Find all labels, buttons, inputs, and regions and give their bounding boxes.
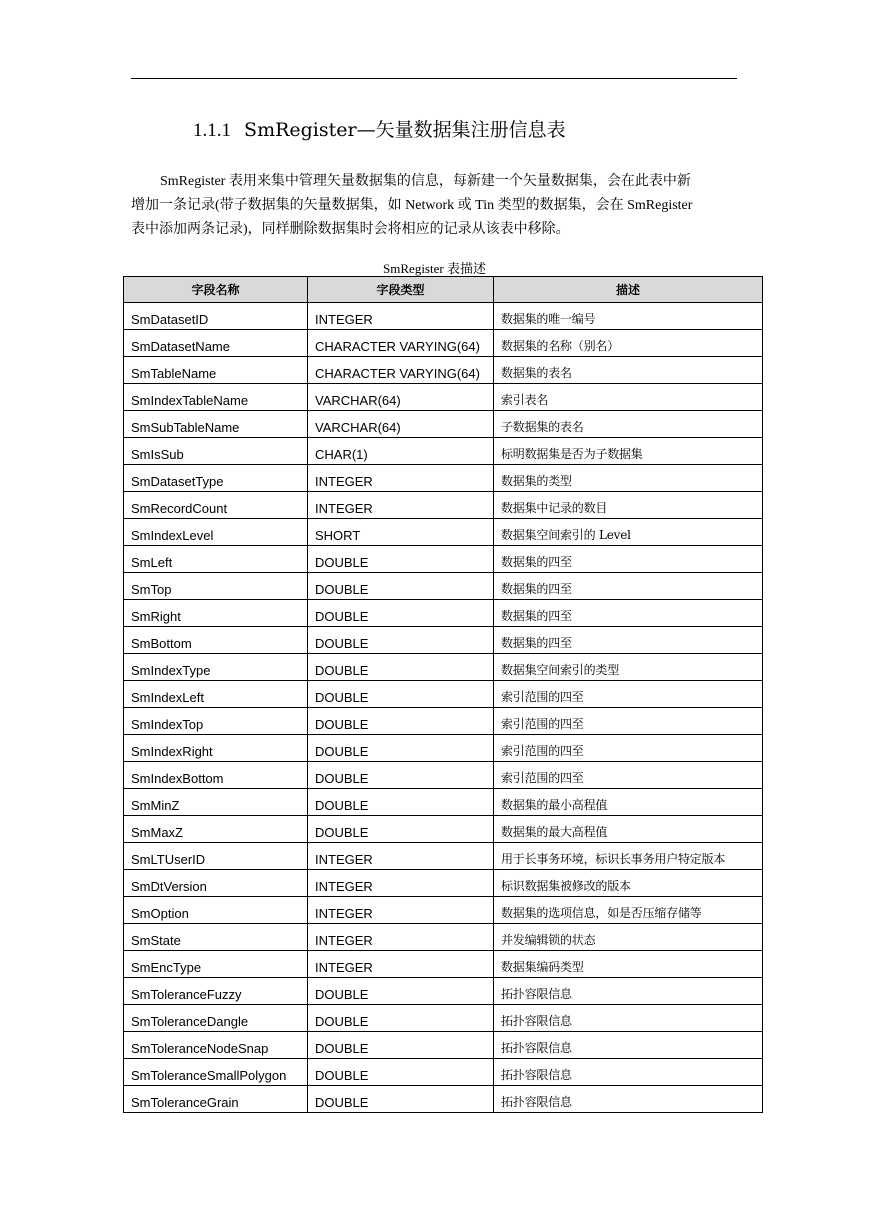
- table-row: [124, 789, 763, 816]
- field-name-cell: SmOption: [124, 897, 308, 924]
- field-name-cell: SmToleranceGrain: [124, 1086, 308, 1113]
- field-type-cell: INTEGER: [308, 303, 494, 330]
- paragraph-line: SmRegister 表用来集中管理矢量数据集的信息，每新建一个矢量数据集，会在此表中新: [160, 174, 691, 189]
- field-name-cell: SmBottom: [124, 627, 308, 654]
- table-row: [124, 546, 763, 573]
- description-cell: 拓扑容限信息: [494, 1032, 763, 1059]
- table-row: [124, 1032, 763, 1059]
- header-rule: [131, 78, 737, 79]
- field-type-cell: INTEGER: [308, 843, 494, 870]
- field-table: [123, 276, 763, 1113]
- field-name-cell: SmTop: [124, 573, 308, 600]
- description-cell: 数据集的四至: [494, 573, 763, 600]
- description-cell: 索引表名: [494, 384, 763, 411]
- description-cell: 拓扑容限信息: [494, 1059, 763, 1086]
- field-type-cell: VARCHAR(64): [308, 384, 494, 411]
- field-type-cell: DOUBLE: [308, 600, 494, 627]
- field-type-cell: DOUBLE: [308, 573, 494, 600]
- field-type-cell: DOUBLE: [308, 681, 494, 708]
- field-name-cell: SmLeft: [124, 546, 308, 573]
- field-name-cell: SmIndexBottom: [124, 762, 308, 789]
- field-name-cell: SmIsSub: [124, 438, 308, 465]
- description-cell: 拓扑容限信息: [494, 1086, 763, 1113]
- field-name-cell: SmRight: [124, 600, 308, 627]
- table-row: [124, 627, 763, 654]
- intro-paragraph: [131, 170, 737, 242]
- field-name-cell: SmIndexRight: [124, 735, 308, 762]
- table-row: [124, 681, 763, 708]
- field-type-cell: CHARACTER VARYING(64): [308, 357, 494, 384]
- description-cell: 索引范围的四至: [494, 681, 763, 708]
- field-type-cell: DOUBLE: [308, 627, 494, 654]
- description-cell: 数据集的最大高程值: [494, 816, 763, 843]
- table-row: [124, 978, 763, 1005]
- field-type-cell: DOUBLE: [308, 978, 494, 1005]
- paragraph-line: 增加一条记录(带子数据集的矢量数据集，如 Network 或 Tin 类型的数据集，会在 SmRegister: [131, 198, 693, 213]
- field-name-cell: SmIndexType: [124, 654, 308, 681]
- table-row: [124, 492, 763, 519]
- field-type-cell: DOUBLE: [308, 654, 494, 681]
- field-type-cell: DOUBLE: [308, 1032, 494, 1059]
- field-type-cell: DOUBLE: [308, 1059, 494, 1086]
- field-type-cell: VARCHAR(64): [308, 411, 494, 438]
- description-cell: 数据集的四至: [494, 600, 763, 627]
- table-row: [124, 573, 763, 600]
- section-number: 1.1.1: [193, 120, 231, 141]
- table-row: [124, 1086, 763, 1113]
- description-cell: 数据集的四至: [494, 546, 763, 573]
- field-type-cell: DOUBLE: [308, 735, 494, 762]
- field-name-cell: SmToleranceDangle: [124, 1005, 308, 1032]
- table-row: [124, 654, 763, 681]
- description-cell: 数据集空间索引的类型: [494, 654, 763, 681]
- table-row: [124, 357, 763, 384]
- field-type-cell: INTEGER: [308, 465, 494, 492]
- description-cell: 用于长事务环境，标识长事务用户特定版本: [494, 843, 763, 870]
- description-cell: 子数据集的表名: [494, 411, 763, 438]
- description-cell: 数据集中记录的数目: [494, 492, 763, 519]
- description-cell: 数据集的类型: [494, 465, 763, 492]
- field-type-cell: INTEGER: [308, 870, 494, 897]
- table-row: [124, 924, 763, 951]
- description-cell: 并发编辑锁的状态: [494, 924, 763, 951]
- table-row: [124, 465, 763, 492]
- table-row: [124, 600, 763, 627]
- description-cell: 索引范围的四至: [494, 762, 763, 789]
- description-cell: 数据集的表名: [494, 357, 763, 384]
- field-name-cell: SmDatasetID: [124, 303, 308, 330]
- description-cell: 索引范围的四至: [494, 708, 763, 735]
- table-row: [124, 735, 763, 762]
- description-cell: 数据集编码类型: [494, 951, 763, 978]
- column-header-description: 描述: [494, 277, 763, 303]
- table-row: [124, 870, 763, 897]
- table-header-row: [124, 277, 763, 303]
- description-cell: 数据集的四至: [494, 627, 763, 654]
- section-heading: [193, 115, 566, 142]
- description-cell: 数据集的唯一编号: [494, 303, 763, 330]
- description-cell: 数据集的选项信息，如是否压缩存储等: [494, 897, 763, 924]
- field-name-cell: SmToleranceNodeSnap: [124, 1032, 308, 1059]
- field-type-cell: DOUBLE: [308, 816, 494, 843]
- field-type-cell: DOUBLE: [308, 546, 494, 573]
- table-caption: SmRegister 表描述: [383, 261, 486, 276]
- column-header-field-name: 字段名称: [124, 277, 308, 303]
- description-cell: 数据集的名称（别名）: [494, 330, 763, 357]
- field-type-cell: CHARACTER VARYING(64): [308, 330, 494, 357]
- field-name-cell: SmMaxZ: [124, 816, 308, 843]
- description-cell: 标识数据集被修改的版本: [494, 870, 763, 897]
- field-name-cell: SmTableName: [124, 357, 308, 384]
- table-row: [124, 1059, 763, 1086]
- field-name-cell: SmSubTableName: [124, 411, 308, 438]
- field-name-cell: SmLTUserID: [124, 843, 308, 870]
- field-type-cell: DOUBLE: [308, 789, 494, 816]
- field-type-cell: INTEGER: [308, 897, 494, 924]
- field-type-cell: INTEGER: [308, 924, 494, 951]
- description-cell: 数据集空间索引的 Level: [494, 519, 763, 546]
- table-body: [124, 303, 763, 1113]
- table-row: [124, 708, 763, 735]
- table-row: [124, 1005, 763, 1032]
- field-name-cell: SmRecordCount: [124, 492, 308, 519]
- field-type-cell: INTEGER: [308, 951, 494, 978]
- table-row: [124, 843, 763, 870]
- table-row: [124, 438, 763, 465]
- field-name-cell: SmToleranceFuzzy: [124, 978, 308, 1005]
- field-type-cell: DOUBLE: [308, 1005, 494, 1032]
- field-type-cell: INTEGER: [308, 492, 494, 519]
- field-name-cell: SmEncType: [124, 951, 308, 978]
- field-type-cell: CHAR(1): [308, 438, 494, 465]
- field-name-cell: SmMinZ: [124, 789, 308, 816]
- description-cell: 拓扑容限信息: [494, 978, 763, 1005]
- field-name-cell: SmDatasetType: [124, 465, 308, 492]
- table-row: [124, 897, 763, 924]
- field-name-cell: SmDtVersion: [124, 870, 308, 897]
- field-name-cell: SmIndexTop: [124, 708, 308, 735]
- field-type-cell: DOUBLE: [308, 708, 494, 735]
- field-name-cell: SmIndexLevel: [124, 519, 308, 546]
- table-row: [124, 411, 763, 438]
- paragraph-line: 表中添加两条记录)，同样删除数据集时会将相应的记录从该表中移除。: [131, 222, 570, 237]
- field-name-cell: SmIndexLeft: [124, 681, 308, 708]
- description-cell: 标明数据集是否为子数据集: [494, 438, 763, 465]
- table-row: [124, 330, 763, 357]
- column-header-field-type: 字段类型: [308, 277, 494, 303]
- table-row: [124, 816, 763, 843]
- description-cell: 拓扑容限信息: [494, 1005, 763, 1032]
- description-cell: 索引范围的四至: [494, 735, 763, 762]
- table-row: [124, 762, 763, 789]
- field-name-cell: SmToleranceSmallPolygon: [124, 1059, 308, 1086]
- table-row: [124, 303, 763, 330]
- field-name-cell: SmState: [124, 924, 308, 951]
- field-name-cell: SmDatasetName: [124, 330, 308, 357]
- description-cell: 数据集的最小高程值: [494, 789, 763, 816]
- field-name-cell: SmIndexTableName: [124, 384, 308, 411]
- table-row: [124, 519, 763, 546]
- field-type-cell: DOUBLE: [308, 762, 494, 789]
- field-type-cell: SHORT: [308, 519, 494, 546]
- section-title: SmRegister—矢量数据集注册信息表: [244, 119, 566, 141]
- table-row: [124, 951, 763, 978]
- field-type-cell: DOUBLE: [308, 1086, 494, 1113]
- table-row: [124, 384, 763, 411]
